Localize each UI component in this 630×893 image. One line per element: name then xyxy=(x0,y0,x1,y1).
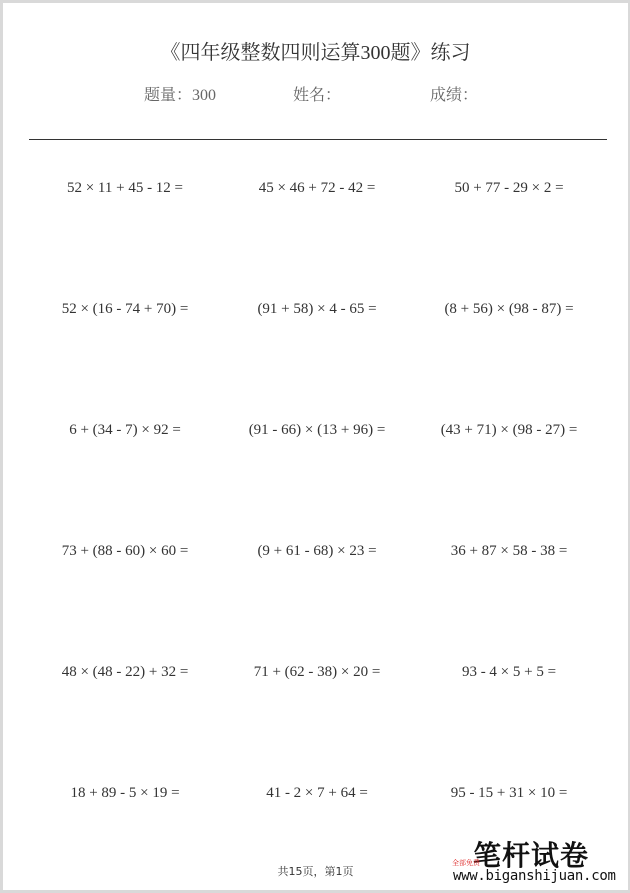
logo-tagline: 全部免费 xyxy=(452,859,480,867)
logo-url: www.biganshijuan.com xyxy=(453,868,616,884)
problem-item: 52 × 11 + 45 - 12 = xyxy=(66,180,184,196)
problem-item: (8 + 56) × (98 - 87) = xyxy=(444,301,574,317)
problem-item: 48 × (48 - 22) + 32 = xyxy=(61,664,189,680)
worksheet-page xyxy=(3,3,628,890)
logo-wordmark: 笔杆试卷 xyxy=(473,839,590,872)
score-field-label: 成绩： xyxy=(430,87,479,104)
problem-item: (43 + 71) × (98 - 27) = xyxy=(440,422,578,438)
page-number: 共15页，第1页 xyxy=(277,865,354,878)
problem-item: (91 - 66) × (13 + 96) = xyxy=(248,422,386,438)
problem-item: 45 × 46 + 72 - 42 = xyxy=(258,180,376,196)
page-title: 《四年级整数四则运算300题》练习 xyxy=(160,42,471,64)
question-count: 题量：300 xyxy=(144,87,217,104)
problem-item: 73 + (88 - 60) × 60 = xyxy=(61,543,189,559)
problem-item: 36 + 87 × 58 - 38 = xyxy=(450,543,568,559)
site-logo xyxy=(451,834,616,890)
name-field-label: 姓名： xyxy=(293,87,342,104)
problem-item: 95 - 15 + 31 × 10 = xyxy=(450,785,568,801)
problem-item: 6 + (34 - 7) × 92 = xyxy=(69,422,181,438)
problem-item: 50 + 77 - 29 × 2 = xyxy=(454,180,564,196)
problem-grid xyxy=(3,3,628,890)
problem-item: (91 + 58) × 4 - 65 = xyxy=(257,301,377,317)
problem-item: 71 + (62 - 38) × 20 = xyxy=(253,664,381,680)
problem-item: 41 - 2 × 7 + 64 = xyxy=(266,785,368,801)
problem-item: 93 - 4 × 5 + 5 = xyxy=(461,664,557,680)
problem-item: 52 × (16 - 74 + 70) = xyxy=(61,301,189,317)
problem-item: (9 + 61 - 68) × 23 = xyxy=(257,543,377,559)
problem-item: 18 + 89 - 5 × 19 = xyxy=(70,785,180,801)
